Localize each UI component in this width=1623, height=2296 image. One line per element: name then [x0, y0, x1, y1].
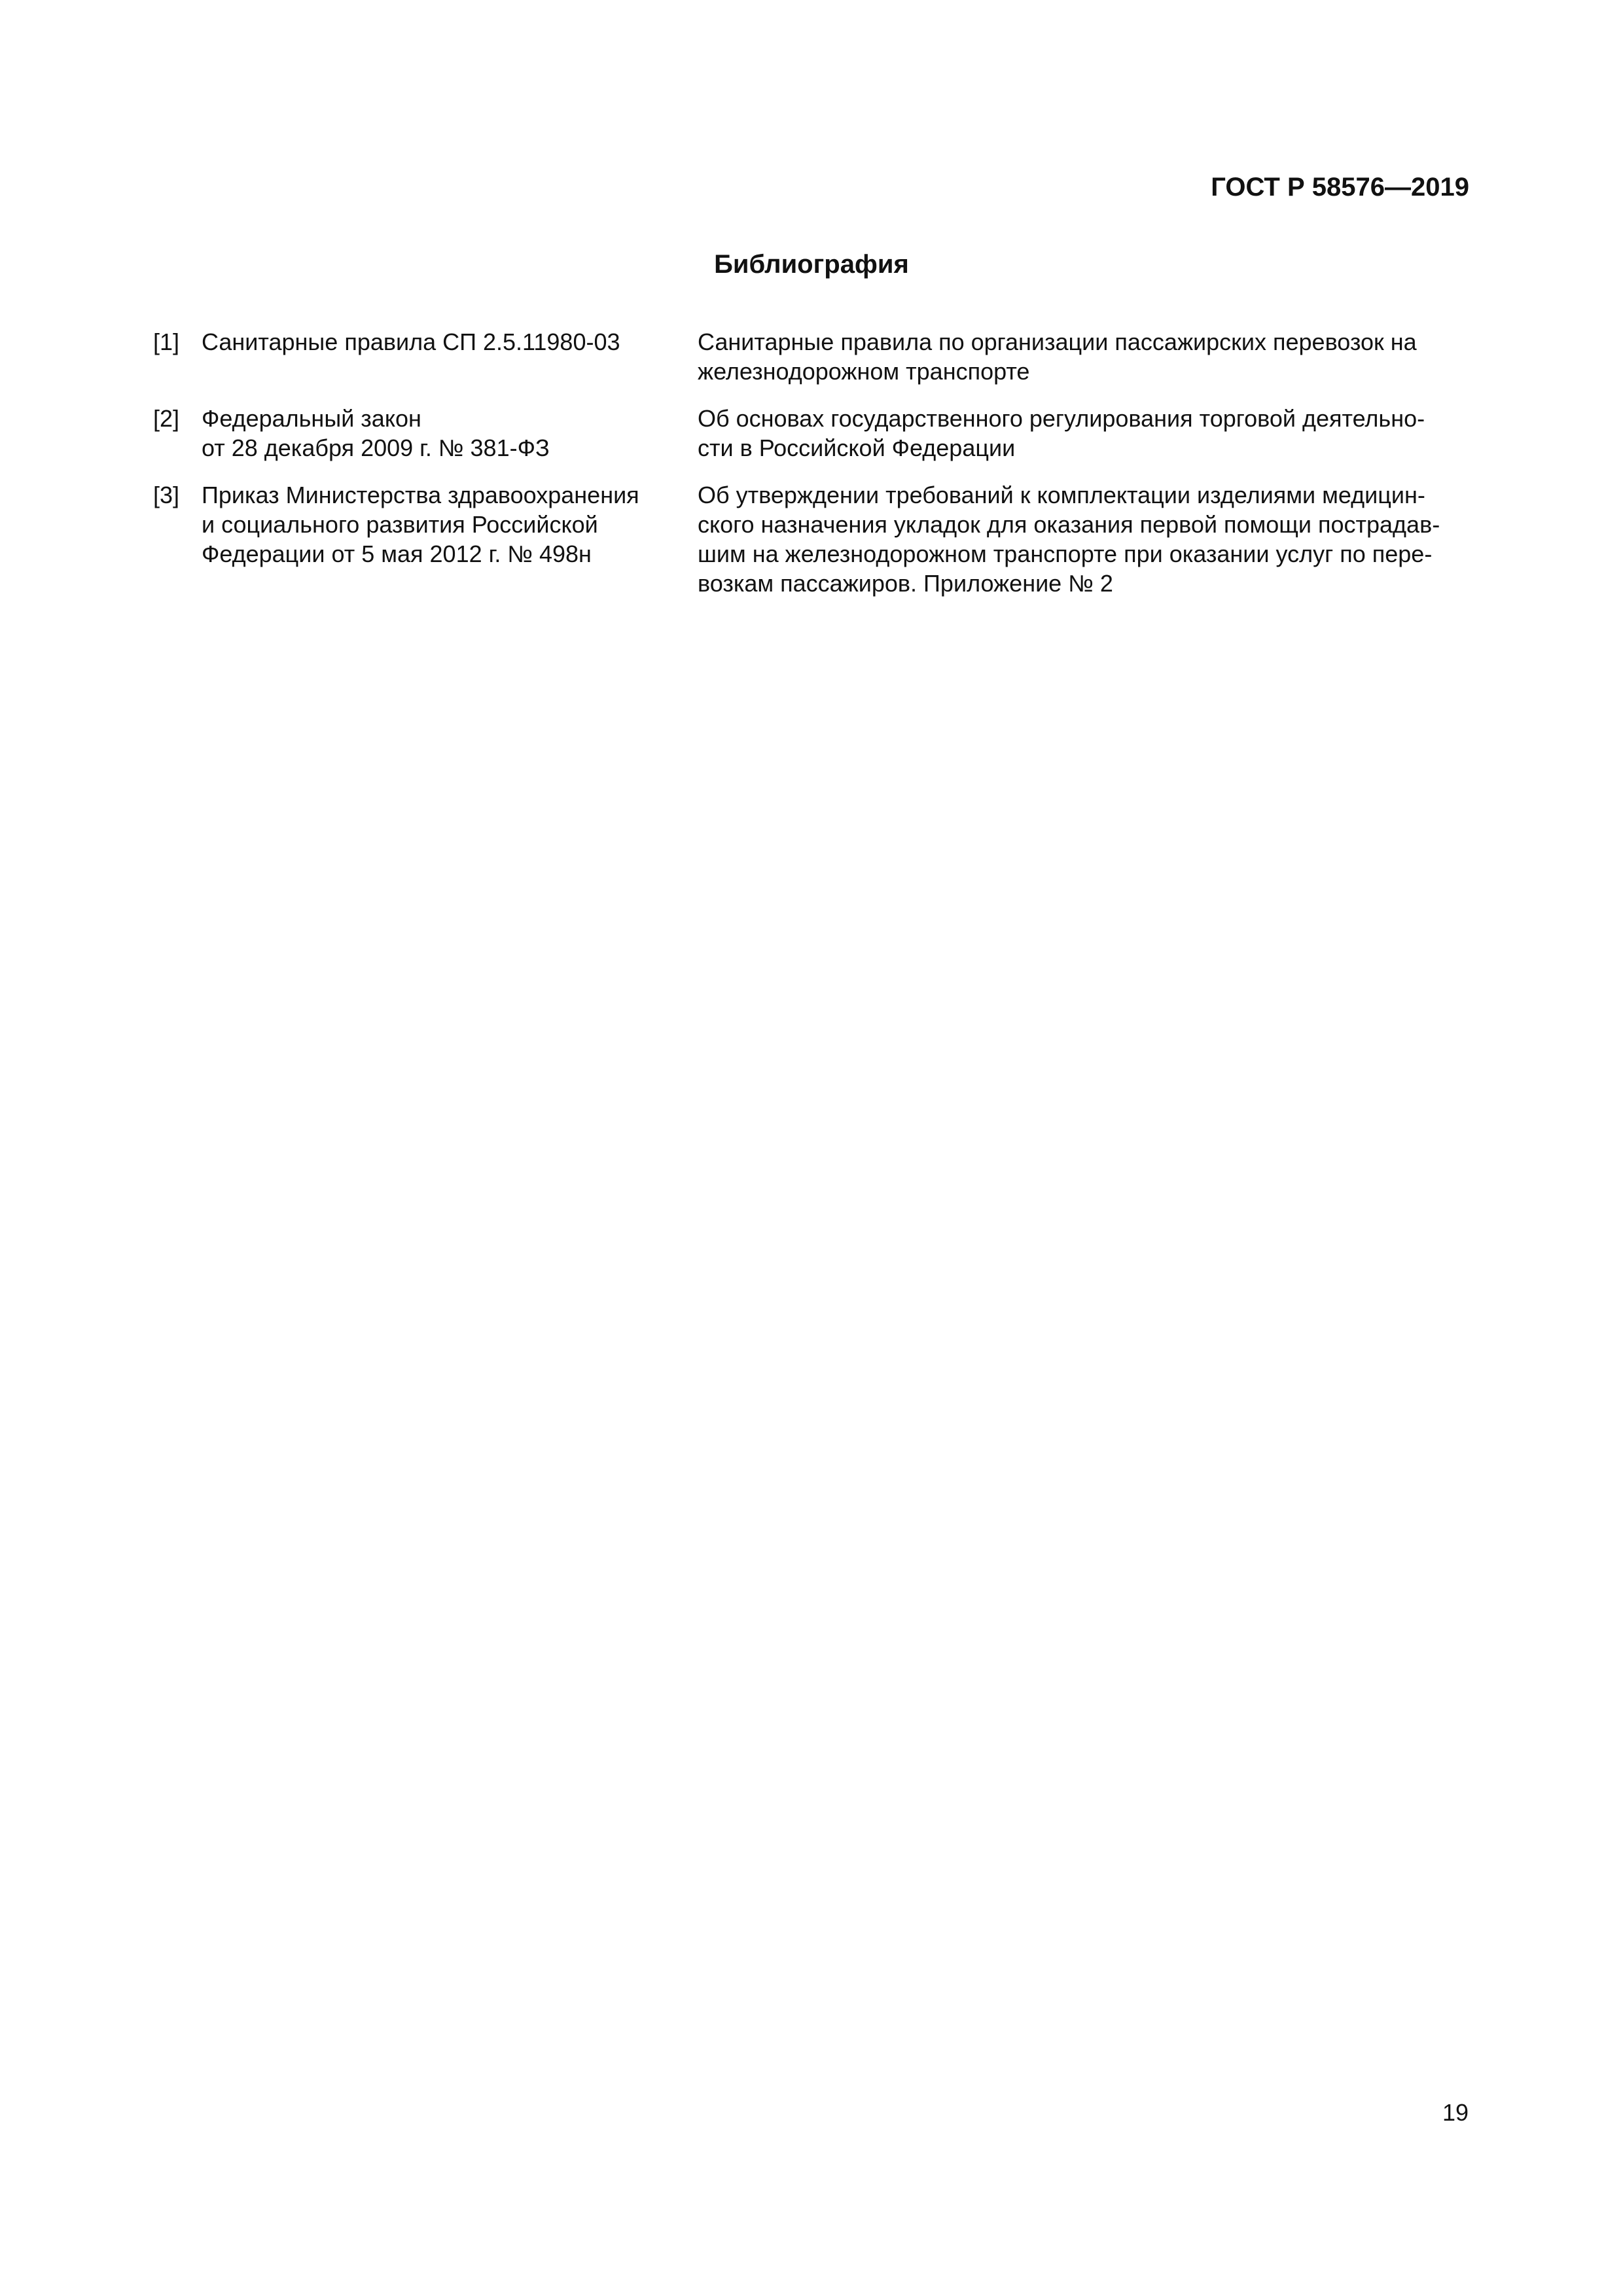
entry-description: Об утверждении требований к комплектации изделиями медицин- ского назначения укладок для оказания первой помощи пострадав- шим на железнодорожном транспорте при оказании услуг по пере- возкам пассажиров. Приложение № 2	[698, 482, 1440, 597]
bibliography-list	[153, 327, 1469, 616]
bibliography-title: Библиография	[714, 250, 909, 279]
page-number: 19	[1442, 2099, 1469, 2126]
entry-source: Приказ Министерства здравоохранения и социального развития Российской Федерации от 5 мая 2012 г. № 498н	[202, 482, 639, 567]
entry-description: Санитарные правила по организации пассажирских перевозок на железнодорожном транспорте	[698, 328, 1417, 385]
bibliography-entry	[153, 480, 1469, 598]
entry-number: [1]	[153, 328, 180, 355]
entry-description: Об основах государственного регулирования торговой деятельно- сти в Российской Федерации	[698, 405, 1425, 461]
bibliography-entry	[153, 327, 1469, 386]
entry-number: [3]	[153, 482, 180, 508]
entry-source: Санитарные правила СП 2.5.11980-03	[202, 328, 620, 355]
entry-source: Федеральный закон от 28 декабря 2009 г. № 381-ФЗ	[202, 405, 550, 461]
bibliography-entry	[153, 404, 1469, 463]
document-code: ГОСТ Р 58576—2019	[1211, 173, 1469, 202]
entry-number: [2]	[153, 405, 180, 432]
